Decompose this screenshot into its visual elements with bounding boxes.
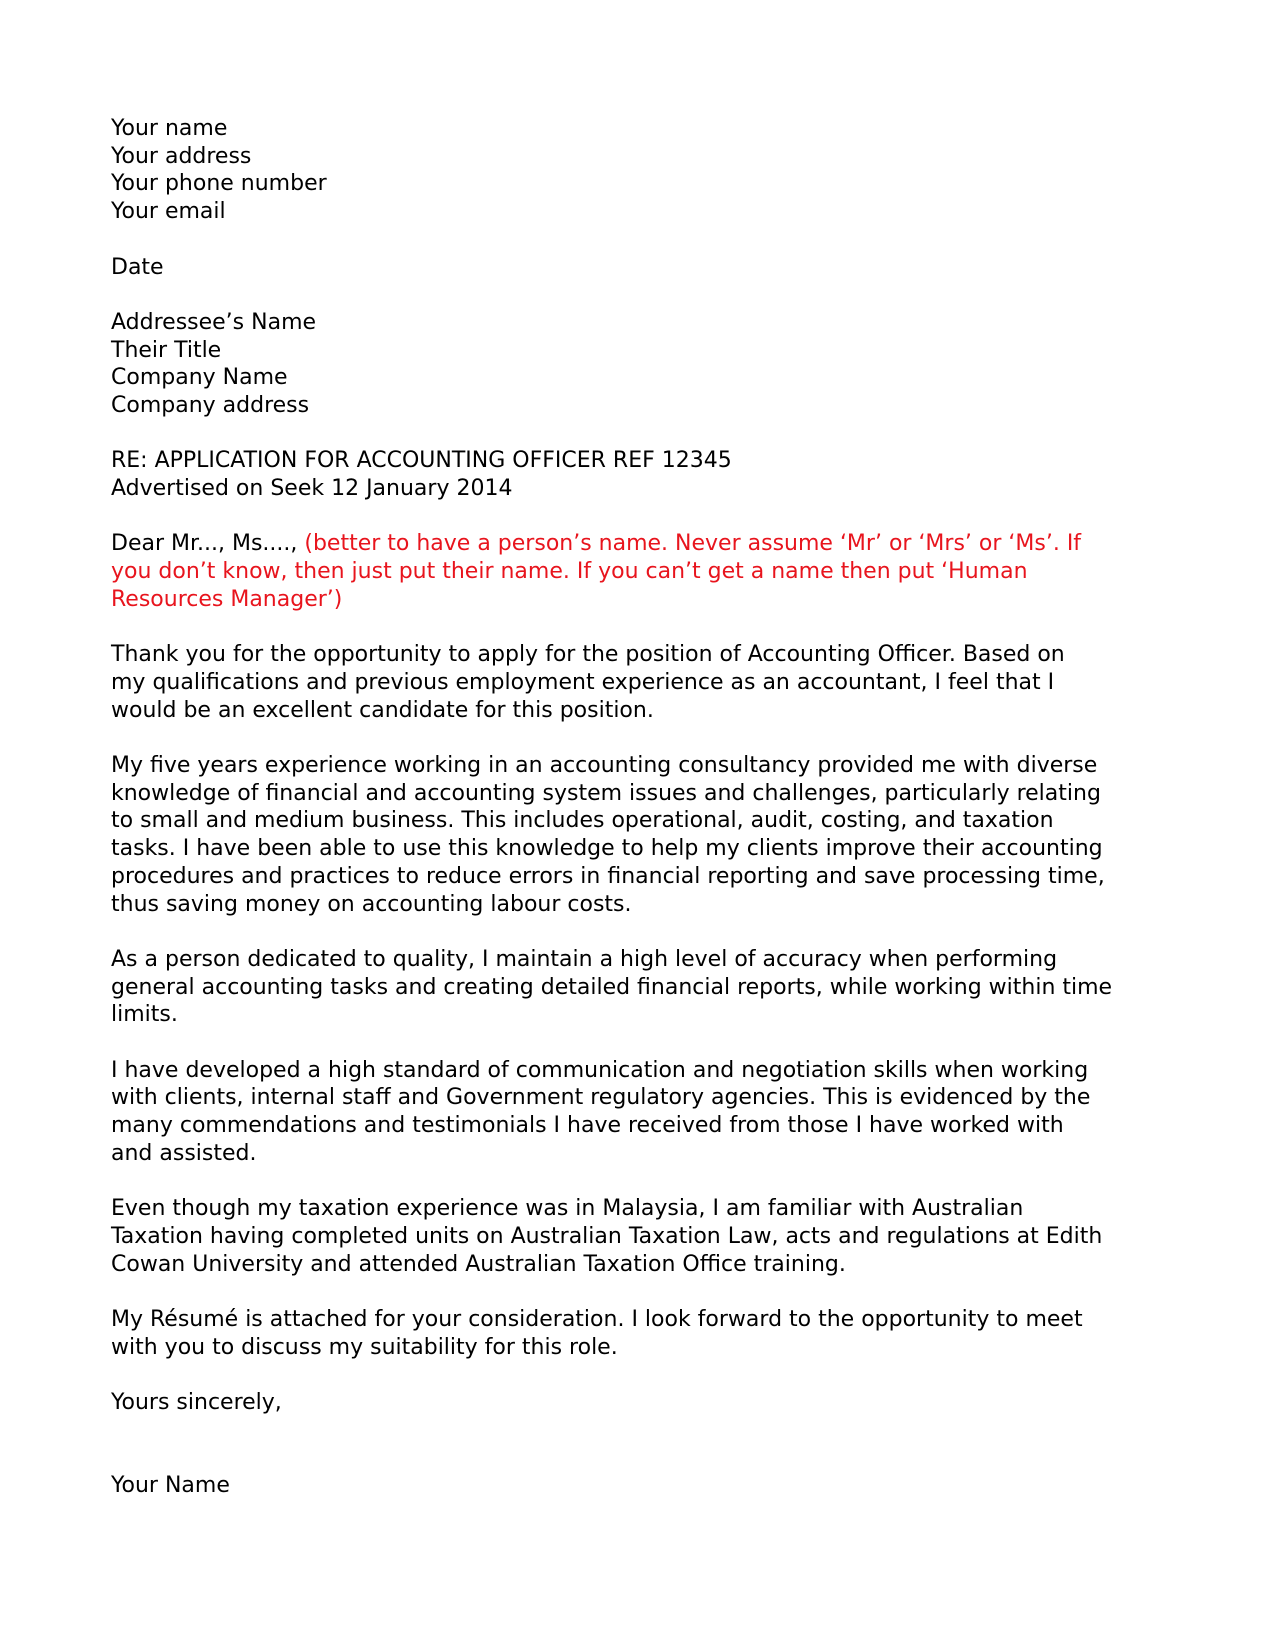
sender-email: Your email xyxy=(111,199,226,225)
paragraph-line: would be an excellent candidate for this position. xyxy=(111,697,654,723)
paragraph-line: Even though my taxation experience was in Malaysia, I am familiar with Australian xyxy=(111,1196,1024,1222)
recipient-block xyxy=(111,309,1191,420)
salutation-block xyxy=(111,530,1191,613)
letter-date: Date xyxy=(111,254,164,280)
body-paragraph-1 xyxy=(111,641,1191,724)
paragraph-line: Taxation having completed units on Australian Taxation Law, acts and regulations at Edith xyxy=(111,1223,1103,1249)
body-paragraph-3 xyxy=(111,946,1191,1029)
paragraph-line: As a person dedicated to quality, I maintain a high level of accuracy when performing xyxy=(111,946,1058,972)
paragraph-line: many commendations and testimonials I have received from those I have worked with xyxy=(111,1113,1064,1139)
signature-name: Your Name xyxy=(111,1473,230,1499)
paragraph-line: and assisted. xyxy=(111,1140,257,1166)
body-paragraph-2 xyxy=(111,752,1191,918)
advertised-line: Advertised on Seek 12 January 2014 xyxy=(111,476,513,502)
paragraph-line: My Résumé is attached for your consideration. I look forward to the opportunity to meet xyxy=(111,1307,1083,1333)
salutation-note-line-2: you don’t know, then just put their name. If you can’t get a name then put ‘Human xyxy=(111,559,1028,585)
paragraph-line: My five years experience working in an accounting consultancy provided me with diverse xyxy=(111,753,1098,779)
recipient-address: Company address xyxy=(111,393,310,418)
paragraph-line: to small and medium business. This includes operational, audit, costing, and taxation xyxy=(111,808,1054,834)
paragraph-line: tasks. I have been able to use this knowledge to help my clients improve their accounting xyxy=(111,836,1103,862)
paragraph-line: my qualifications and previous employment experience as an accountant, I feel that I xyxy=(111,669,1055,695)
body-paragraph-4 xyxy=(111,1057,1191,1168)
paragraph-line: knowledge of financial and accounting system issues and challenges, particularly relating xyxy=(111,780,1101,806)
subject-block xyxy=(111,447,1191,502)
paragraph-line: Cowan University and attended Australian Taxation Office training. xyxy=(111,1251,846,1277)
salutation-note: (better to have a person’s name. Never assume ‘Mr’ or ‘Mrs’ or ‘Ms’. If xyxy=(304,531,1082,557)
salutation-note-line-3: Resources Manager’) xyxy=(111,586,343,612)
recipient-name: Addressee’s Name xyxy=(111,309,317,335)
closing: Yours sincerely, xyxy=(111,1390,282,1416)
sender-block xyxy=(111,115,1191,226)
paragraph-line: general accounting tasks and creating detailed financial reports, while working within time xyxy=(111,974,1113,1000)
paragraph-line: Thank you for the opportunity to apply for the position of Accounting Officer. Based on xyxy=(111,642,1065,668)
subject-line: RE: APPLICATION FOR ACCOUNTING OFFICER REF 12345 xyxy=(111,448,732,474)
cover-letter-page xyxy=(111,115,1191,1500)
recipient-title: Their Title xyxy=(111,337,222,363)
recipient-company: Company Name xyxy=(111,365,288,391)
paragraph-line: thus saving money on accounting labour costs. xyxy=(111,891,632,917)
sender-address: Your address xyxy=(111,143,252,169)
paragraph-line: with clients, internal staff and Government regulatory agencies. This is evidenced by the xyxy=(111,1085,1091,1111)
paragraph-line: limits. xyxy=(111,1002,178,1028)
salutation: Dear Mr..., Ms...., xyxy=(111,531,305,557)
body-paragraph-5 xyxy=(111,1195,1191,1278)
sender-phone: Your phone number xyxy=(111,171,327,197)
paragraph-line: with you to discuss my suitability for this role. xyxy=(111,1334,618,1360)
paragraph-line: I have developed a high standard of communication and negotiation skills when working xyxy=(111,1057,1089,1083)
sender-name: Your name xyxy=(111,116,228,141)
body-paragraph-6 xyxy=(111,1306,1191,1361)
paragraph-line: procedures and practices to reduce errors in financial reporting and save processing time, xyxy=(111,863,1105,889)
